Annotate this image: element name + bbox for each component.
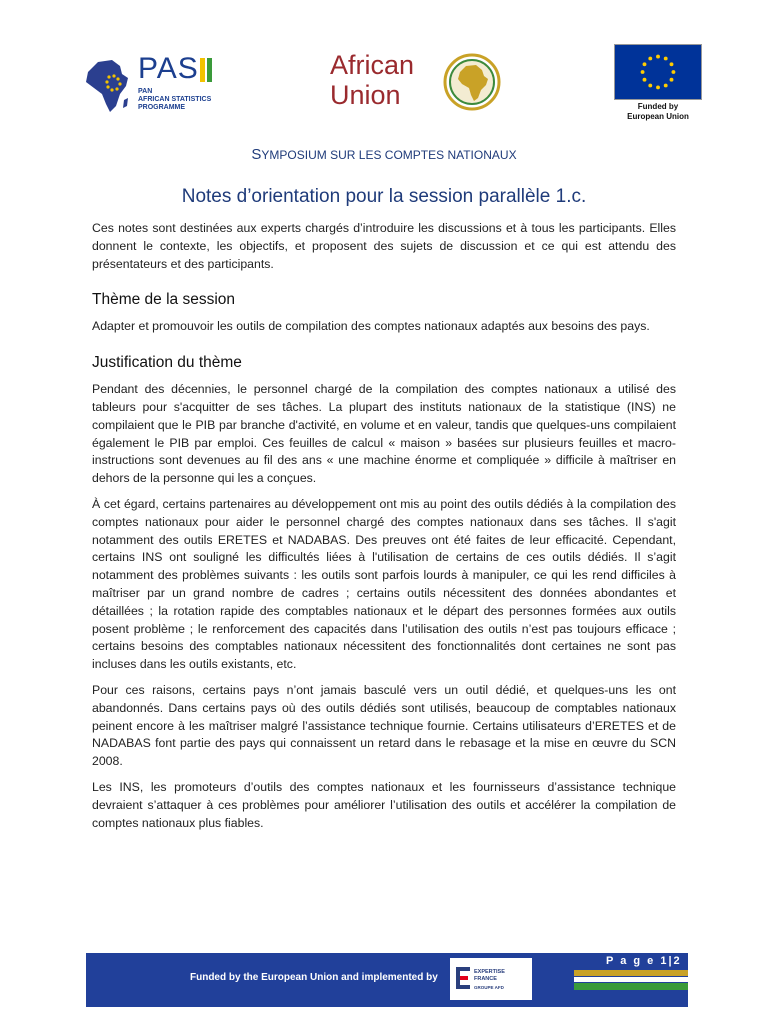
footer-stripe-gold bbox=[574, 970, 688, 976]
page-indicator: P a g e 1|2 bbox=[606, 955, 682, 967]
document-title bbox=[0, 146, 768, 163]
justification-paragraph: Pour ces raisons, certains pays n’ont jamais basculé vers un outil dédié, et quelques-uns les ont abandonnés. Dans certains pays où des outils dédiés sont utilisés, beaucoup de comptables nationaux peinent encore à les maîtriser malgré l’assistance technique fournie. Certains utilisateurs d’ERETES et de NADABAS font partie des pays qui connaissent un retard dans le rebasage et la mise en œuvre du SCN 2008. bbox=[92, 682, 676, 769]
pas-line-pan: PAN bbox=[138, 88, 153, 95]
justification-paragraph: Les INS, les promoteurs d’outils des comptes nationaux et les fournisseurs d’assistance technique devraient s’attaquer à ces problèmes pour améliorer l’utilisation des outils et accélérer la compilation de comptes nationaux plus fiables. bbox=[92, 779, 676, 830]
footer-stripe-green bbox=[574, 983, 688, 990]
partner-line-1: EXPERTISE bbox=[474, 969, 505, 975]
page-number: 1 bbox=[660, 955, 669, 967]
eu-caption-line-1: Funded by bbox=[637, 102, 679, 111]
pas-line-african-statistics: AFRICAN STATISTICS bbox=[138, 96, 212, 103]
justification-paragraph: À cet égard, certains partenaires au développement ont mis au point des outils dédiés à la compilation des comptes nationaux pour aider le personnel chargé des comptes nationaux dans ses tâches. Il s'agit notamment des outils ERETES et NADABAS. Des preuves ont été faites de leur efficacité. Cependant, certains INS ont souligné les difficultés liées à l'utilisation de certains de ces outils dédiés. Il s’agit notamment des problèmes suivants : les outils sont parfois lourds à manipuler, ce qui les rend difficiles à maîtriser par un grand nombre de cadres ; certains outils nécessitent des données abondantes et détaillées ; la rotation rapide des comptables nationaux et le départ des personnes formées aux outils posent problème ; le renforcement des capacités dans l’utilisation des outils n’est pas toujours efficace ; certains besoins des comptables nationaux nécessitent des fonctionnalités dont certaines ne sont pas incluses dans les outils existants, etc. bbox=[92, 496, 676, 672]
theme-paragraph: Adapter et promouvoir les outils de compilation des comptes nationaux adaptés aux besoins des pays. bbox=[92, 319, 650, 334]
document-subtitle: Notes d’orientation pour la session parallèle 1.c. bbox=[181, 186, 587, 207]
au-line-2: Union bbox=[330, 80, 401, 110]
section-heading-justification: Justification du thème bbox=[92, 354, 242, 372]
title-initial: S bbox=[251, 146, 262, 163]
eu-logo bbox=[614, 44, 702, 124]
intro-paragraph: Ces notes sont destinées aux experts chargés d’introduire les discussions et à tous les participants. Elles donnent le contexte, les objectifs, et proposent des sujets de discussion et ce qui est attendu des présentateurs et des participants. bbox=[92, 221, 676, 271]
au-emblem-icon bbox=[442, 52, 502, 112]
page-total: 2 bbox=[673, 955, 682, 967]
pas-color-bars bbox=[200, 58, 214, 82]
partner-line-3: GROUPE AFD bbox=[474, 985, 504, 990]
africa-map-icon bbox=[76, 54, 138, 116]
title-rest: YMPOSIUM SUR LES COMPTES NATIONAUX bbox=[261, 148, 517, 162]
partner-line-2: FRANCE bbox=[474, 976, 497, 982]
section-heading-theme: Thème de la session bbox=[92, 291, 236, 309]
document-body bbox=[92, 220, 676, 840]
pas-logo bbox=[76, 54, 226, 118]
expertise-france-logo bbox=[450, 958, 532, 1000]
pas-wordmark: PAS bbox=[138, 52, 199, 85]
eu-caption-line-2: European Union bbox=[627, 112, 689, 121]
expertise-france-mark-icon bbox=[456, 967, 470, 989]
page-label: P a g e bbox=[606, 955, 656, 967]
au-line-1: African bbox=[330, 50, 415, 80]
justification-paragraph: Pendant des décennies, le personnel chargé de la compilation des comptes nationaux a utilisé des tableurs pour s'acquitter de ses tâches. La plupart des instituts nationaux de la statistique (INS) ne compilaient que le PIB par branche d'activité, en volume et en valeur, tandis que quelques-uns compilaient également le PIB par emploi. Ces feuilles de calcul « maison » basées sur plusieurs feuilles et macro-instructions sont devenues au fil des ans « une machine énorme et compliquée » difficile à maîtriser en dehors de la personne qui les a conçues. bbox=[92, 382, 676, 486]
footer-funded-text: Funded by the European Union and implemented by bbox=[190, 972, 438, 983]
footer-stripe-white bbox=[574, 977, 688, 982]
african-union-logo bbox=[330, 48, 490, 118]
pas-line-programme: PROGRAMME bbox=[138, 104, 186, 111]
eu-flag-icon bbox=[614, 44, 702, 100]
